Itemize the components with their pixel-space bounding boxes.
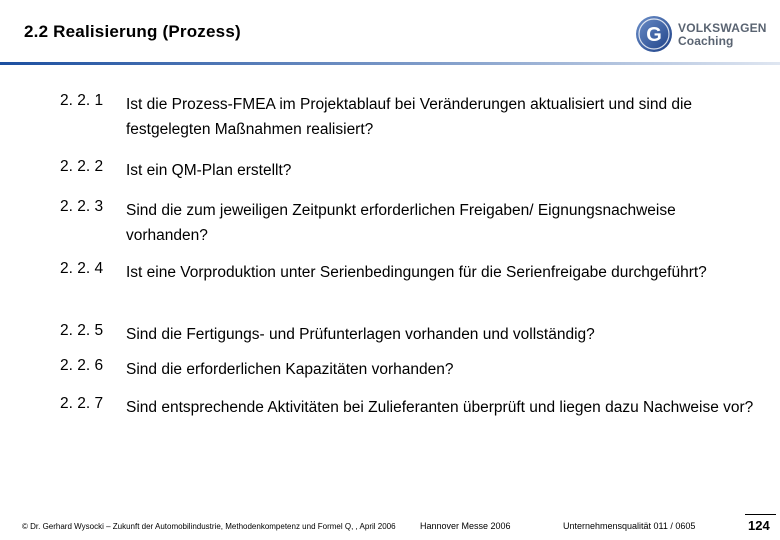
checklist (60, 92, 760, 451)
list-item (60, 357, 760, 395)
item-number: 2. 2. 4 (60, 260, 104, 277)
header-divider (0, 62, 780, 65)
page-number: 124 (748, 518, 770, 533)
footer-course: Unternehmensqualität 011 / 0605 (563, 521, 696, 531)
vw-coaching-logo-icon (634, 14, 674, 54)
footer-copyright: © Dr. Gerhard Wysocki – Zukunft der Automobilindustrie, Methodenkompetenz und Formel Q, , April 2006 (22, 522, 396, 531)
logo-brand: VOLKSWAGEN (678, 21, 767, 35)
item-number: 2. 2. 2 (60, 158, 104, 175)
list-item (60, 395, 760, 451)
item-text: Sind die erforderlichen Kapazitäten vorhanden? (126, 361, 454, 378)
item-number: 2. 2. 1 (60, 92, 104, 109)
item-text: Ist die Prozess-FMEA im Projektablauf bei Veränderungen aktualisiert und sind die festgelegten Maßnahmen realisiert? (126, 96, 693, 138)
item-text: Sind die Fertigungs- und Prüfunterlagen vorhanden und vollständig? (126, 326, 595, 343)
footer-event: Hannover Messe 2006 (420, 521, 511, 531)
item-number: 2. 2. 3 (60, 198, 104, 215)
list-item (60, 322, 760, 357)
vw-coaching-logo (634, 14, 780, 54)
item-text: Ist eine Vorproduktion unter Serienbedingungen für die Serienfreigabe durchgeführt? (126, 264, 707, 281)
page-title: 2.2 Realisierung (Prozess) (24, 22, 241, 41)
item-number: 2. 2. 6 (60, 357, 104, 374)
item-number: 2. 2. 5 (60, 322, 104, 339)
item-text: Ist ein QM-Plan erstellt? (126, 162, 292, 179)
list-item (60, 198, 760, 260)
logo-subtitle: Coaching (678, 34, 734, 48)
logo-glyph: G (646, 24, 662, 46)
item-text: Sind die zum jeweiligen Zeitpunkt erforderlichen Freigaben/ Eignungsnachweise vorhanden? (126, 202, 676, 244)
page-number-rule (745, 514, 776, 515)
item-text: Sind entsprechende Aktivitäten bei Zulieferanten überprüft und liegen dazu Nachweise vor? (126, 399, 754, 416)
footer (0, 512, 780, 540)
list-item (60, 260, 760, 322)
list-item (60, 158, 760, 198)
item-number: 2. 2. 7 (60, 395, 104, 412)
list-item (60, 92, 760, 158)
